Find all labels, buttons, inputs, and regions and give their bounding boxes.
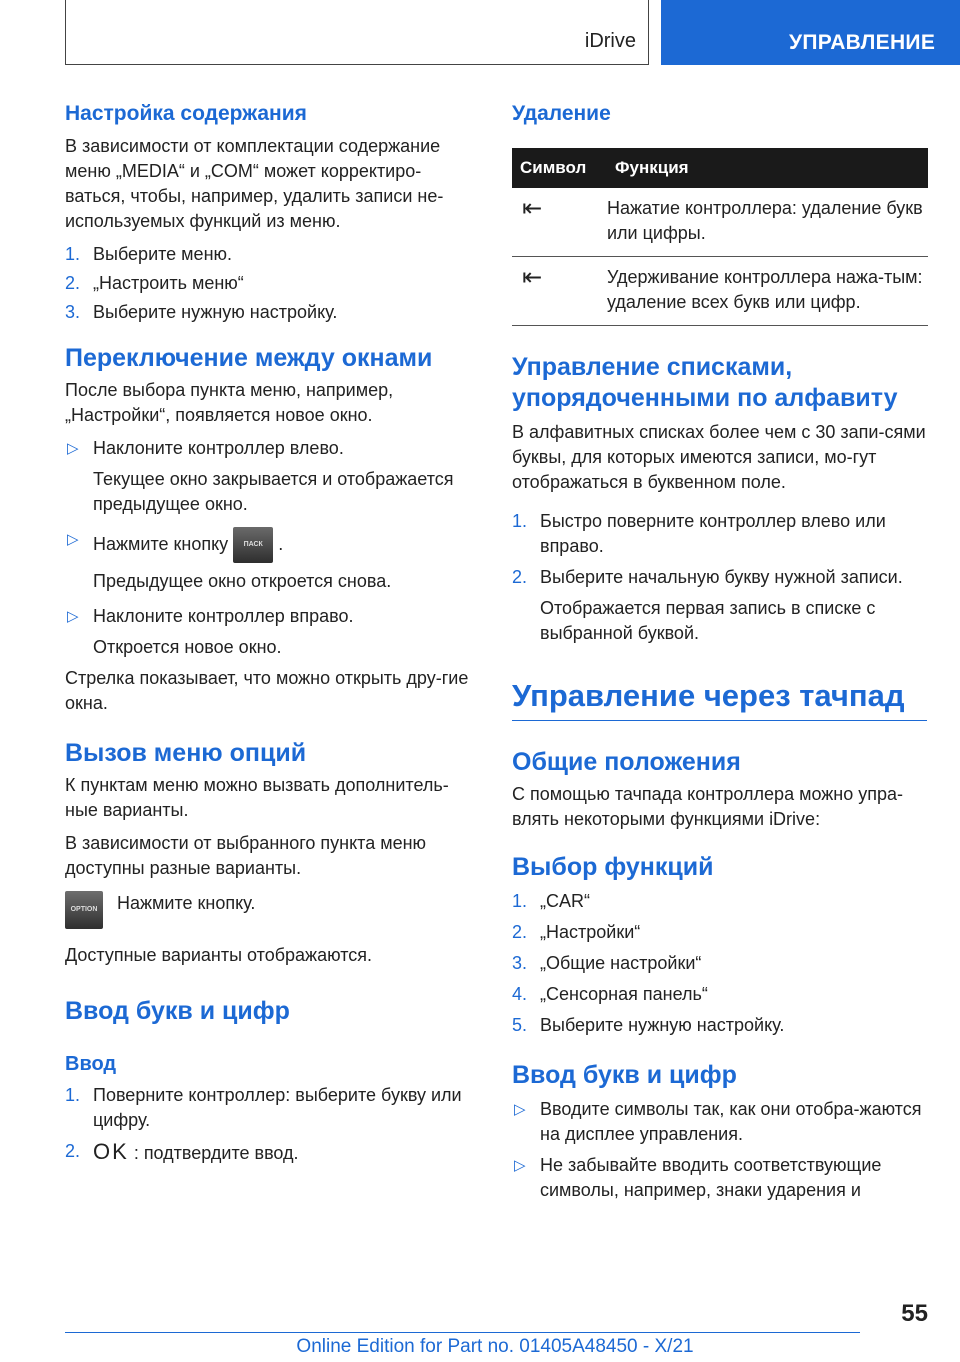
header-subsection: iDrive (584, 30, 636, 52)
paragraph-switch: После выбора пункта меню, например, „Настройки“, появляется новое окно. (65, 380, 394, 425)
paragraph-arrow: Стрелка показывает, что можно открыть дру-гие окна. (65, 668, 469, 713)
table-header-function: Функция (607, 148, 928, 188)
table-row: ⇤ Удерживание контроллера нажа-тым: удаление всех букв или цифр. (512, 257, 928, 326)
option-button-icon: OPTION (65, 891, 103, 929)
option-press-text: Нажмите кнопку. (117, 893, 256, 913)
option-press-row (65, 891, 480, 929)
delete-table (512, 148, 928, 326)
list-item: 1. Выберите меню. (65, 244, 233, 264)
list-item: 4. „Сенсорная панель“ (512, 984, 708, 1004)
heading-touchpad: Управление через тачпад (512, 676, 927, 721)
list-item: 1. „CAR“ (512, 891, 590, 911)
back-button-icon: ПАСК (233, 527, 273, 563)
delete-icon: ⇤ (512, 257, 607, 326)
left-column (65, 100, 480, 1166)
paragraph-content: В зависимости от комплектации содержание меню „MEDIA“ и „COM“ может корректиро-ваться, чтобы, например, удалить записи не-используемых функций из меню. (65, 136, 444, 231)
list-item: ▷ Не забывайте вводить соответствующие символы, например, знаки ударения и (514, 1155, 882, 1200)
list-item: ▷ Нажмите кнопку ПАСК . (65, 527, 480, 563)
list-item-result: Отображается первая запись в списке с выбранной буквой. (540, 598, 876, 643)
paragraph-options-3: Доступные варианты отображаются. (65, 945, 373, 965)
list-item: ▷ Вводите символы так, как они отобра-жаются на дисплее управления. (514, 1099, 922, 1144)
heading-switch-windows: Переключение между окнами (65, 344, 433, 372)
header-section-tab: УПРАВЛЕНИЕ (661, 0, 960, 65)
list-item-result: Текущее окно закрывается и отображается предыдущее окно. (93, 469, 454, 514)
right-column (512, 100, 927, 1203)
paragraph-options-2: В зависимости от выбранного пункта меню доступны разные варианты. (65, 833, 427, 878)
delete-icon: ⇤ (512, 188, 607, 257)
header-box (65, 0, 649, 65)
ok-icon: OK (93, 1139, 129, 1164)
heading-input-letters-touchpad: Ввод букв и цифр (512, 1061, 737, 1089)
table-header-symbol: Символ (512, 148, 607, 188)
heading-alpha-lists: Управление списками, упорядоченными по алфавиту (512, 353, 898, 412)
list-item: 2. „Настройки“ (512, 922, 641, 942)
heading-content-settings: Настройка содержания (65, 102, 307, 125)
list-item: 1. Быстро поверните контроллер влево или вправо. (512, 511, 886, 556)
heading-delete: Удаление (512, 102, 611, 125)
heading-general: Общие положения (512, 748, 741, 776)
footer-edition: Online Edition for Part no. 01405A48450 - X/21 (296, 1336, 694, 1357)
list-item-result: Предыдущее окно откроется снова. (93, 571, 392, 591)
paragraph-lists: В алфавитных списках более чем с 30 запи-сями буквы, для которых имеются записи, мо-гут отображаться в буквенном поле. (512, 422, 926, 492)
list-item: ▷ Наклоните контроллер вправо. (67, 606, 354, 626)
list-item: 2. „Настроить меню“ (65, 273, 244, 293)
list-item: 5. Выберите нужную настройку. (512, 1015, 785, 1035)
list-item: 3. Выберите нужную настройку. (65, 302, 338, 322)
paragraph-general: С помощью тачпада контроллера можно упра-влять некоторыми функциями iDrive: (512, 784, 904, 829)
list-item: 3. „Общие настройки“ (512, 953, 702, 973)
list-item: 1. Поверните контроллер: выберите букву или цифру. (65, 1085, 462, 1130)
heading-select-functions: Выбор функций (512, 853, 714, 881)
table-row: ⇤ Нажатие контроллера: удаление букв или цифры. (512, 188, 928, 257)
page-number: 55 (901, 1300, 928, 1327)
list-item: 2. Выберите начальную букву нужной записи. (512, 567, 903, 587)
heading-input-letters: Ввод букв и цифр (65, 997, 290, 1025)
list-item: ▷ Наклоните контроллер влево. (67, 438, 344, 458)
paragraph-options-1: К пунктам меню можно вызвать дополнитель-ные варианты. (65, 775, 449, 820)
footer-rule (65, 1332, 860, 1333)
heading-options-menu: Вызов меню опций (65, 739, 307, 767)
list-item: 2. OK : подтвердите ввод. (65, 1139, 299, 1164)
list-item-result: Откроется новое окно. (93, 637, 282, 657)
heading-enter: Ввод (65, 1053, 117, 1075)
